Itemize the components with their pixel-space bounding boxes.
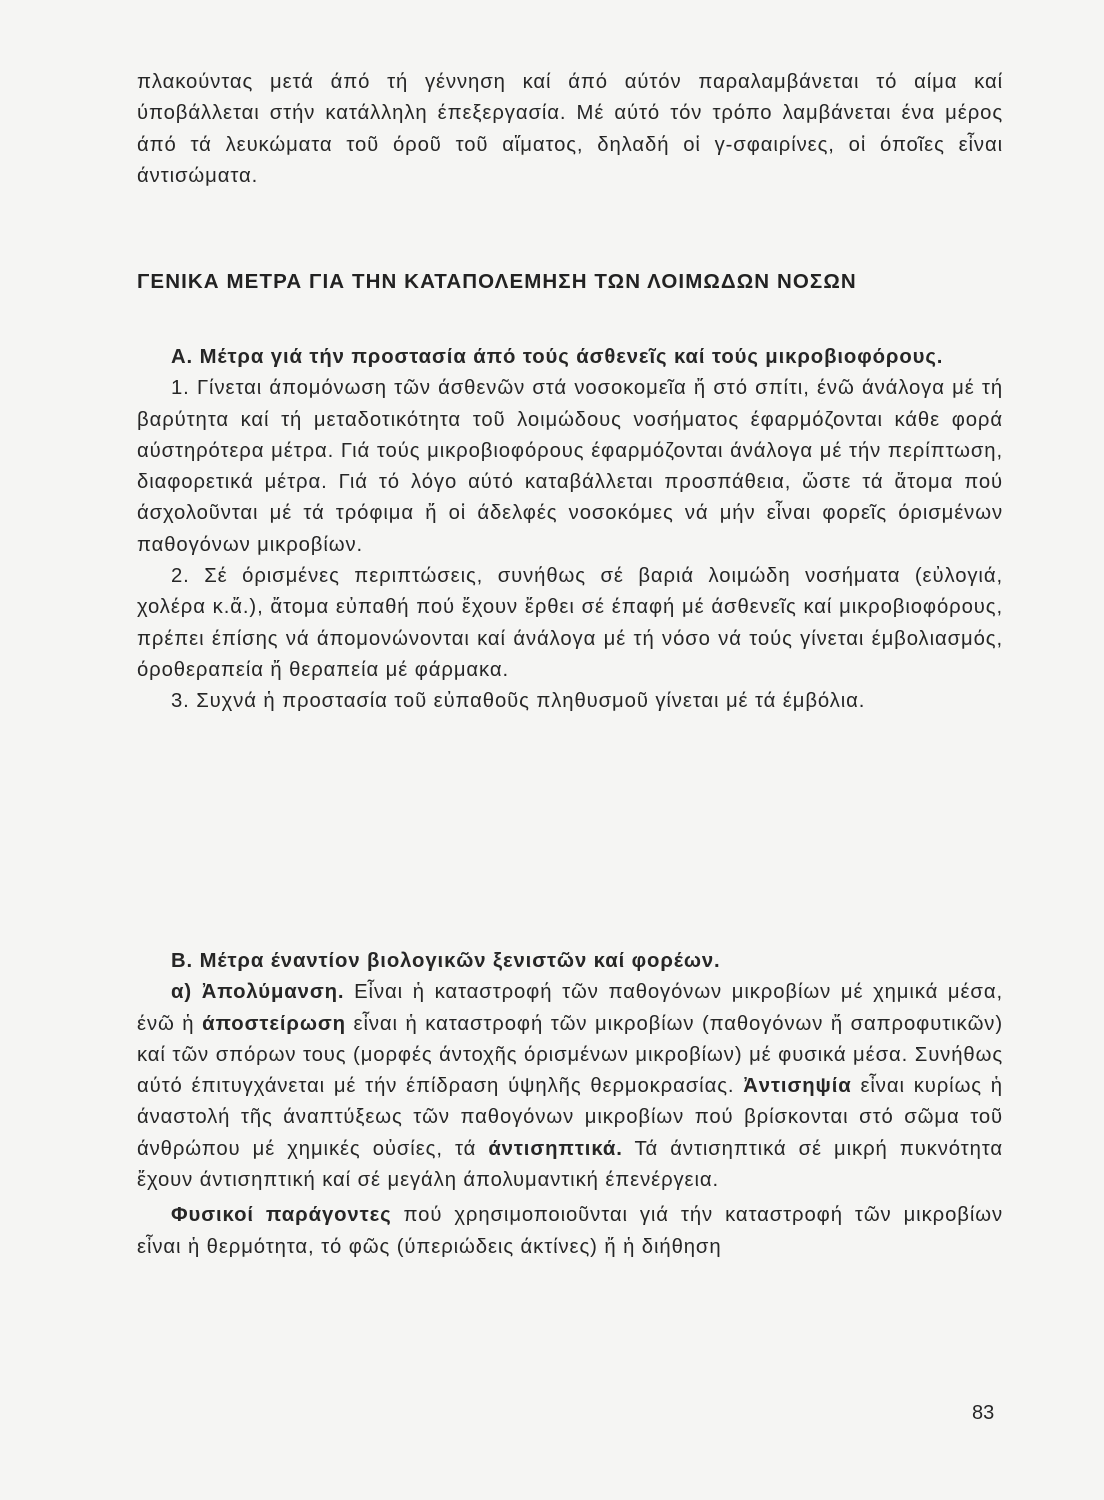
section-a-item-3: 3. Συχνά ἡ προστασία τοῦ εὐπαθοῦς πληθυσμοῦ γίνεται μέ τά έμβόλια. bbox=[171, 690, 866, 713]
section-a-item-1: 1. Γίνεται άπομόνωση τῶν άσθενῶν στά νοσοκομεῖα ἤ στό σπίτι, ένῶ άνάλογα μέ τή βαρύτητα καί τή μεταδοτικότητα τοῦ λοιμώδους νοσήματος έφαρμόζονται κάθε φορά αύστηρότερα μέτρα. Γιά τούς μικροβιοφόρους έφαρμόζονται άνάλογα μέ τήν περίπτωση, διαφορετικά μέτρα. Γιά τό λόγο αύτό καταβάλλεται προσπάθεια, ὥστε τά ἄτομα πού άσχολοῦνται μέ τά τρόφιμα ἤ οἱ άδελφές νοσοκόμες νά μήν εἶναι φορεῖς όρισμένων παθογόνων μικροβίων. bbox=[137, 377, 1003, 556]
section-a-title: Α. Μέτρα γιά τήν προστασία άπό τούς άσθενεῖς καί τούς μικροβιοφόρους. bbox=[171, 346, 944, 368]
intro-block bbox=[137, 67, 1003, 192]
physical-factors-paragraph bbox=[137, 1200, 1003, 1263]
disinfection-text-2: εἶναι ἡ καταστροφή τῶν μικροβίων (παθογόνων ἤ σαπροφυτικῶν) καί τῶν σπόρων τους (μορφές άντοχῆς όρισμένων μικροβίων) μέ φυσικά μέσα. Συνήθως αύτό έπιτυγχάνεται μέ τήν έπίδραση ύψηλῆς θερμοκρασίας. bbox=[137, 1012, 1003, 1098]
section-b-title: Β. Μέτρα έναντίον βιολογικῶν ξενιστῶν καί φορέων. bbox=[171, 950, 721, 972]
intro-paragraph: πλακούντας μετά άπό τή γέννηση καί άπό αύτόν παραλαμβάνεται τό αίμα καί ύποβάλλεται στήν κατάλληλη έπεξεργασία. Μέ αύτό τόν τρόπο λαμβάνεται ένα μέρος άπό τά λευκώματα τοῦ όροῦ τοῦ αἵματος, δηλαδή οἱ γ-σφαιρίνες, οἱ όποῖες εἶναι άντισώματα. bbox=[137, 71, 1003, 187]
section-b-block bbox=[137, 946, 1003, 1263]
physical-factors-text: πού χρησιμοποιοῦνται γιά τήν καταστροφή τῶν μικροβίων εἶναι ἡ θερμότητα, τό φῶς (ύπεριώδεις άκτίνες) ἤ ἡ διήθηση bbox=[137, 1204, 1003, 1258]
section-a-block bbox=[137, 342, 1003, 718]
section-heading: ΓΕΝΙΚΑ ΜΕΤΡΑ ΓΙΑ ΤΗΝ ΚΑΤΑΠΟΛΕΜΗΣΗ ΤΩΝ ΛΟΙΜΩΔΩΝ ΝΟΣΩΝ bbox=[137, 270, 857, 293]
sterilization-term: άποστείρωση bbox=[202, 1012, 346, 1035]
physical-factors-term: Φυσικοί παράγοντες bbox=[171, 1204, 392, 1227]
disinfection-text-3: εἶναι κυρίως ἡ άναστολή τῆς άναπτύξεως τῶν παθογόνων μικροβίων πού βρίσκονται στό σῶμα τοῦ άνθρώπου μέ χημικές οὐσίες, τά bbox=[137, 1075, 1003, 1160]
antisepsis-term: Ἀντισηψία bbox=[743, 1075, 852, 1098]
disinfection-paragraph bbox=[137, 977, 1003, 1196]
page-number: 83 bbox=[972, 1402, 995, 1424]
disinfection-text-1: Εἶναι ἡ καταστροφή τῶν παθογόνων μικροβίων μέ χημικά μέσα, ένῶ ἡ bbox=[137, 981, 1003, 1035]
disinfection-label: α) Ἀπολύμανση. bbox=[171, 981, 345, 1004]
section-a-item-2: 2. Σέ όρισμένες περιπτώσεις, συνήθως σέ βαριά λοιμώδη νοσήματα (εὐλογιά, χολέρα κ.ἄ.), ἄτομα εὐπαθή πού ἔχουν ἔρθει σέ έπαφή μέ άσθενεῖς καί μικροβιοφόρους, πρέπει έπίσης νά άπομονώνονται καί άνάλογα μέ τή νόσο νά τούς γίνεται έμβολιασμός, όροθεραπεία ἤ θεραπεία μέ φάρμακα. bbox=[137, 565, 1003, 681]
antiseptics-term: άντισηπτικά. bbox=[488, 1137, 623, 1160]
disinfection-text-4: Τά άντισηπτικά σέ μικρή πυκνότητα ἔχουν άντισηπτική καί σέ μεγάλη άπολυμαντική έπενέργεια. bbox=[137, 1137, 1003, 1192]
